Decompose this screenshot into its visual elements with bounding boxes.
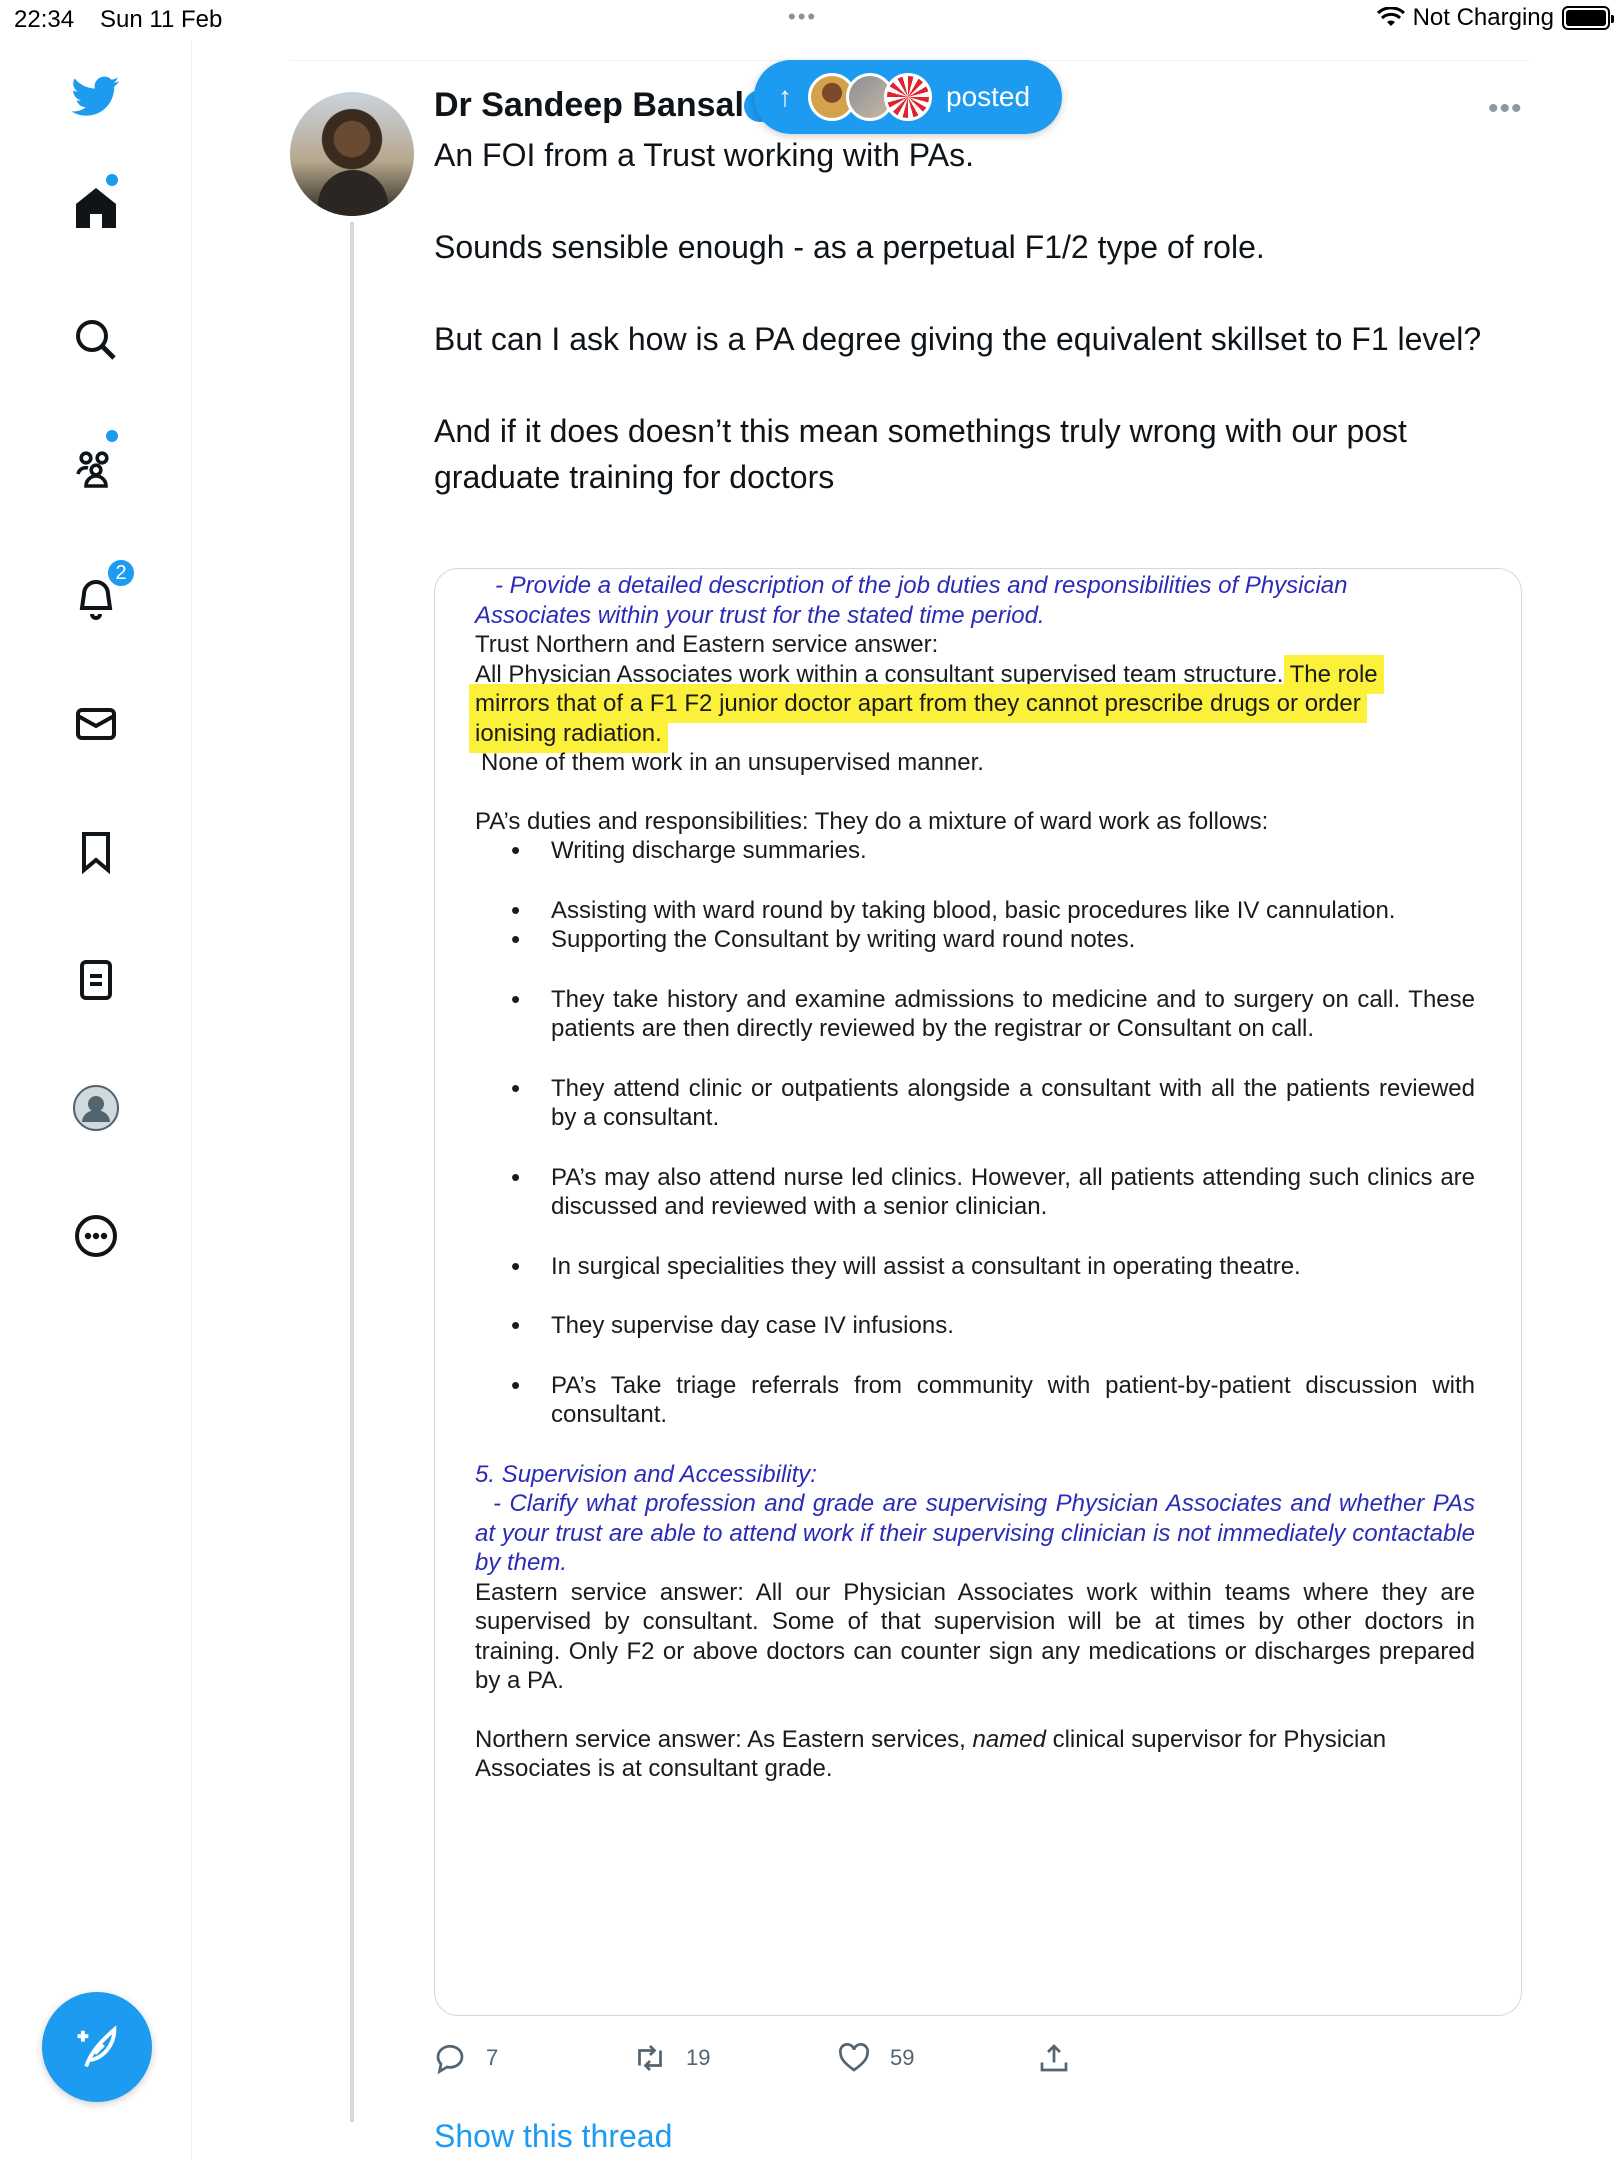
doc-section-question: - Clarify what profession and grade are supervising Physician Associates and whether PAs at your trust are able to attend work if their supervising clinician is not immediately contactable by them. [475,1490,1475,1576]
tweet-text [434,132,1514,546]
tweet-more-options-icon[interactable]: ••• [1488,92,1523,125]
retweet-button[interactable] [632,2040,710,2076]
bookmarks-icon[interactable] [68,824,124,880]
wifi-icon [1377,7,1405,29]
status-time: 22:34 [14,6,75,33]
thread-connector-line [350,222,354,2122]
tweet-paragraph: Sounds sensible enough - as a perpetual F1/2 type of role. [434,229,1265,265]
heart-icon [836,2040,872,2076]
author-name[interactable]: Dr Sandeep Bansal [434,86,744,124]
status-bar [0,0,1620,40]
posted-label: posted [946,81,1031,112]
doc-bullet: • Writing discharge summaries. [511,836,1475,866]
poster-avatar [884,73,932,121]
reply-button[interactable] [432,2040,498,2076]
retweet-count: 19 [686,2045,711,2070]
doc-eastern-answer: Eastern service answer: All our Physician Associates work within teams where they are supervised by consultant. Some of that supervision will be at times by other doctors in training. Only F2 or above doctors can counter sign any medications or discharges prepared by a PA. [475,1578,1475,1694]
sidebar [0,40,192,2160]
doc-bullet: • PA’s Take triage referrals from community with patient-by-patient discussion with consultant. [511,1371,1475,1430]
tweet-paragraph: But can I ask how is a PA degree giving the equivalent skillset to F1 level? [434,321,1482,357]
multitasking-dots-icon[interactable]: ••• [788,4,818,29]
doc-answer-heading: Trust Northern and Eastern service answer: [475,631,939,658]
charging-status: Not Charging [1412,4,1554,31]
lists-icon[interactable] [68,952,124,1008]
doc-bullet: • They supervise day case IV infusions. [511,1311,1475,1341]
compose-feather-icon [71,2021,123,2073]
doc-bullet: • They take history and examine admissions to medicine and to surgery on call. These patients are then directly reviewed by the registrar or Consultant on call. [511,985,1475,1044]
profile-avatar-icon[interactable] [68,1080,124,1136]
doc-question-line: Associates within your trust for the stated time period. [475,601,1045,629]
arrow-up-icon: ↑ [778,81,792,112]
doc-section-title: 5. Supervision and Accessibility: [475,1460,817,1488]
foi-document [475,571,1475,1784]
doc-bullet: • They attend clinic or outpatients alongside a consultant with all the patients reviewed by a consultant. [511,1074,1475,1133]
doc-northern-emphasis: named [972,1725,1046,1753]
doc-duties-heading: PA’s duties and responsibilities: They do a mixture of ward work as follows: [475,807,1269,835]
more-options-icon[interactable] [68,1208,124,1264]
twitter-logo-icon[interactable] [68,68,124,124]
reply-bubble-icon [432,2040,468,2076]
tweet-paragraph: And if it does doesn’t this mean somethings truly wrong with our post graduate training for doctors [434,413,1407,495]
doc-northern-answer [475,1725,1475,1784]
search-icon[interactable] [68,312,124,368]
status-date: Sun 11 Feb [100,6,223,33]
doc-bullet: • Supporting the Consultant by writing ward round notes. [511,925,1475,955]
like-count: 59 [890,2045,915,2070]
doc-answer [475,660,1475,749]
battery-icon [1562,6,1610,30]
show-thread-link[interactable]: Show this thread [434,2118,673,2154]
new-posts-pill[interactable] [754,60,1062,134]
home-icon[interactable] [68,180,124,236]
doc-northern-part: clinical supervisor for Physician Associates is at consultant grade. [475,1725,1387,1782]
tweet-actions [432,2040,1072,2080]
home-new-dot [106,174,118,186]
notifications-badge: 2 [106,558,136,588]
reply-count: 7 [486,2045,499,2070]
doc-answer-intro: All Physician Associates work within a consultant supervised team structure. [475,660,1290,688]
author-avatar[interactable] [290,92,414,216]
like-button[interactable] [836,2040,914,2076]
doc-highlight: mirrors that of a F1 F2 junior doctor apart from they cannot prescribe drugs or order [475,690,1361,717]
poster-avatars [808,73,922,121]
doc-highlight: ionising radiation. [475,719,662,747]
compose-tweet-button[interactable] [42,1992,152,2102]
tweet-paragraph: An FOI from a Trust working with PAs. [434,137,974,173]
doc-unsupervised: None of them work in an unsupervised manner. [481,749,984,776]
communities-new-dot [106,430,118,442]
doc-bullet: • PA’s may also attend nurse led clinics. However, all patients attending such clinics are discussed and reviewed with a senior clinician. [511,1163,1475,1222]
doc-question-line: - Provide a detailed description of the job duties and responsibilities of Physician [495,572,1348,599]
messages-envelope-icon[interactable] [68,696,124,752]
doc-northern-part: Northern service answer: As Eastern services, [475,1725,973,1753]
share-upload-icon [1036,2040,1072,2076]
doc-highlight: The role [1289,660,1378,688]
doc-bullet: • Assisting with ward round by taking blood, basic procedures like IV cannulation. [511,896,1475,926]
communities-icon[interactable] [68,440,124,496]
attached-document-image[interactable] [434,568,1522,2016]
retweet-icon [632,2040,668,2076]
doc-duties-list [475,836,1475,1430]
doc-bullet: • In surgical specialities they will assist a consultant in operating theatre. [511,1252,1475,1282]
status-right [1377,4,1610,32]
share-button[interactable] [1036,2040,1072,2076]
